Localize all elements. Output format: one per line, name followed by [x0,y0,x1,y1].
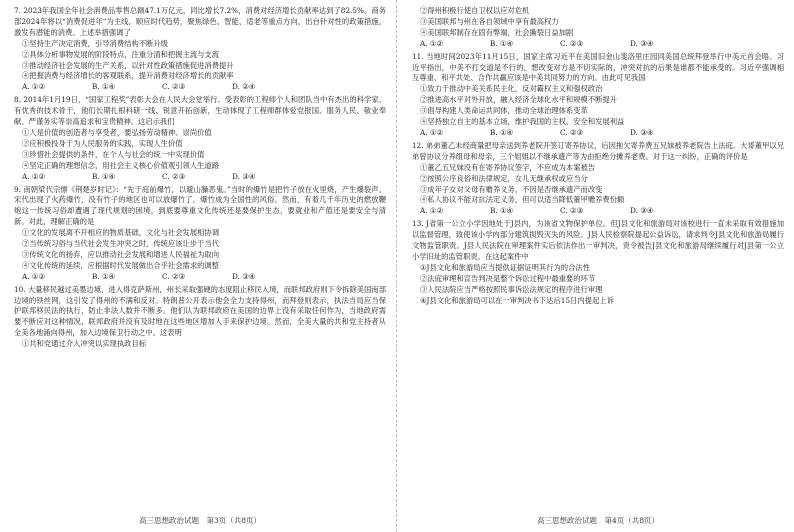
choice-c: C. ②③ [162,171,186,181]
question-stem: 7. 2023年我国全年社会消费品零售总额47.1万亿元，同比增长7.2%，消费对经济增长贡献率达到了82.5%。商务部2024年将以“消费促进年”为主线，顺应时代趋势，聚焦绿色、智能、适老等重点方向，出台针对性的政策措施，激发有潜能的消费。上述举措强调了 [14,6,386,37]
question-stem: 12. 弟弟董乙未经商量把母亲送到养老院开签订寄养协议，后因拖欠寄养费五兄妹被养老院告上法庭。大哥董甲以兄弟曾协议分养组母和母亲，三个姐姐以不继承遗产等为由拒绝分摊养老费。对于这一纠纷，正确的评价是 [412,140,784,161]
choice-c: C. ②③ [162,82,186,92]
choice-b: B. ①④ [490,38,514,48]
question-stem: 8. 2014年1月19日，“国家工程奖”表彰大会在人民大会堂举行。受表彰的工程师个人和团队当中有杰出的科学家、有优秀的技术骨干，他们长期扎根科研一线、锐意开拓创新，生动体现了工程师群体爱党报国、服务人民、敬业奉献、严谨务实等崇高追求和宝贵精神。这启示我们 [14,95,386,127]
option: ④把握消费与经济增长的客观联系，提升消费对经济增长的贡献率 [22,71,234,81]
option: ②法庭审理和宣告判决是整个诉讼过程中最重要的环节 [420,273,596,283]
question-stem: 9. 南朝梁代宗懔《荆楚岁时记》：“先于庭前爆竹，以避山臊恶鬼。”当时的爆竹是把竹子放在火里烧，产生爆裂声。宋代出现了火药爆竹，没有竹子的地区也可以放爆竹了，爆竹成为全国性的风俗。然而，有着几千年历史的燃放鞭炮这一传统习俗却遭遇了现代规划的困境，到底要尊重文化传统还是要保护生态、要就业和产值还是要安全与清新。对此，理解正确的是 [14,184,386,227]
option: ①坚持生产决定消费，引导消费结构不断升级 [22,38,168,48]
choice-a: A. ①② [22,271,45,281]
option: ④坚持独立自主的基本立场，维护我国的主权、安全和发展利益 [420,117,625,127]
choice-b: B. ①④ [92,82,116,92]
choice-c: C. ②③ [162,271,186,281]
option: ③传统文化的扬弃，应以推动社会发展和增进人民福祉为取向 [22,249,220,259]
option: ③倡导构建人类命运共同体，推动全球治理体系变革 [420,106,588,116]
answer-choices [14,172,386,183]
option: ②按照公序良俗和法律规定，女儿无继承权或应当分 [420,173,588,183]
choice-b: B. ①④ [490,206,514,216]
choice-c: C. ②③ [560,38,584,48]
question-8 [14,95,386,182]
choice-d: D. ②④ [232,82,256,92]
option: ③人民法院应当严格按照民事诉讼法规定的程序进行审理 [420,284,603,294]
choice-d: D. ③④ [630,206,654,216]
option: ③成年子女对父母有赡养义务，不因是否继承遗产而改变 [420,184,603,194]
option: ①共和党通过介入冲突以实现执政目标 [22,339,147,349]
option: ①文化的发展离不开相应的物质基础，文化与社会发展相协调 [22,228,220,238]
answer-choices [14,82,386,93]
choice-a: A. ①② [420,38,443,48]
choice-a: A. ①② [420,206,443,216]
choice-b: B. ①④ [92,271,116,281]
option: ④美国联邦制存在固有弊端，社会撕裂日益加剧 [420,27,574,37]
question-stem: 13. J省第一公立小学因地处于J县内，为该省文物保护单位。但J县文化和旅游局对该校进行一直未采取有效措施加以监督管理，致使该小学内部分建筑损毁灭失的风险。J县人民检察院提起公益诉讼，请求判令J县文化和旅游局履行文物监管职责。J县人民法院在审理案件实后依法作出一审判决，责令被告J县文化和旅游局继续履行对J县第一公立小学旧址的监管职责。在这起案件中 [412,219,784,261]
option: ①J县文化和旅游局应当提供证据证明其行为的合法性 [420,262,590,272]
choice-c: C. ②③ [560,206,584,216]
page-divider [396,0,397,532]
option: ②具体分析事物发展的阶段特点，注重分清和把握主流与支流 [22,49,220,59]
option: ②得州积极行使自卫权以应对危机 [420,6,530,15]
choice-c: C. ②③ [560,127,584,137]
question-10 [14,285,386,350]
choice-d: D. ③④ [232,271,256,281]
page-footer-left: 高三思想政治试题 第3页（共8页） [138,516,262,525]
answer-choices [412,39,784,50]
choice-a: A. ①② [22,171,45,181]
answer-choices [412,128,784,139]
option: ④文化传统的延续，应根据时代发展做出合乎社会需求的调整 [22,260,220,270]
question-10-continued [412,6,784,50]
option: ④J县文化和旅游局可以在一审判决书下达后15日内提起上诉 [420,295,614,305]
option: ③珍惜社会提供的条件，在个人与社会的统一中实现价值 [22,149,205,159]
question-7 [14,6,386,93]
question-13 [412,219,784,306]
question-stem: 11. 当地时间2023年11月15日，国家主席习近平在美国旧金山斐洛里庄园同美国总统拜登举行中美元首会晤。习近平指出，中美不打交道是不行的，想改变对方是不切实际的，冲突对抗的后果是谁都不能承受的。习近平强调相互尊重、和平共处、合作共赢应该是中美共同努力的方向。由此可见我国 [412,51,784,83]
right-page [412,6,784,506]
choice-d: D. ③④ [630,127,654,137]
page-footer-right: 高三思想政治试题 第4页（共8页） [536,516,660,525]
option: ④私人协议不能对抗法定义务，但可以适当降低董甲赡养费份额 [420,195,625,205]
answer-choices [14,272,386,283]
choice-b: B. ①④ [490,127,514,137]
option: ①人是价值的创造者与享受者，要弘扬劳动精神、崇尚价值 [22,127,212,137]
choice-a: A. ①② [420,127,443,137]
option: ①董乙五兄妹没有在寄养协议签字，不应成为本案被告 [420,162,596,172]
option: ②推进高水平对外开放，融入经济全球化水平和规模不断提升 [420,95,618,105]
question-12 [412,141,784,217]
left-page [14,6,386,506]
option: ③美国联邦与州在各自领域中享有最高权力 [420,16,559,26]
question-stem: 10. 大量移民越过美墨边境，进入得克萨斯州，州长采取强硬的态度阻止移民入境，而联邦政府则下令拆除美国南部边境的铁丝网，这引发了得州的不满和反对。特朗普公开表示他会全力支持得州，而拜登则表示，执法当局应当保护联邦移民法的执行，防止非法人数并不断多。他们认为联邦政府在美国的边界上没有采取任何作为，当地政府需要不断应对这种情况，联邦政府并没有及时地在这些地区增加人手来保护边境。然而，全美大量的共和党主持者从全美各地涌向得州，加入边境保卫行动之中。这表明 [14,284,386,338]
option: ④坚定正确的理想信念，用社会主义核心价值观引领人生道路 [22,160,220,170]
option: ③推动经济社会发展的生产关系，以针对性政策措施促进消费提升 [22,60,234,70]
question-11 [412,52,784,139]
choice-b: B. ①④ [92,171,116,181]
choice-d: D. ③④ [630,38,654,48]
option: ②应积极投身于为人民服务的实践，实现人生价值 [22,138,183,148]
choice-d: D. ③④ [232,171,256,181]
choice-a: A. ①② [22,82,45,92]
option: ②当传统习俗与当代社会发生冲突之时，传统应该让步于当代 [22,239,220,249]
option: ①致力于推动中美关系民主化，反对霸权主义和强权政治 [420,84,603,94]
question-9 [14,185,386,283]
answer-choices [412,206,784,217]
